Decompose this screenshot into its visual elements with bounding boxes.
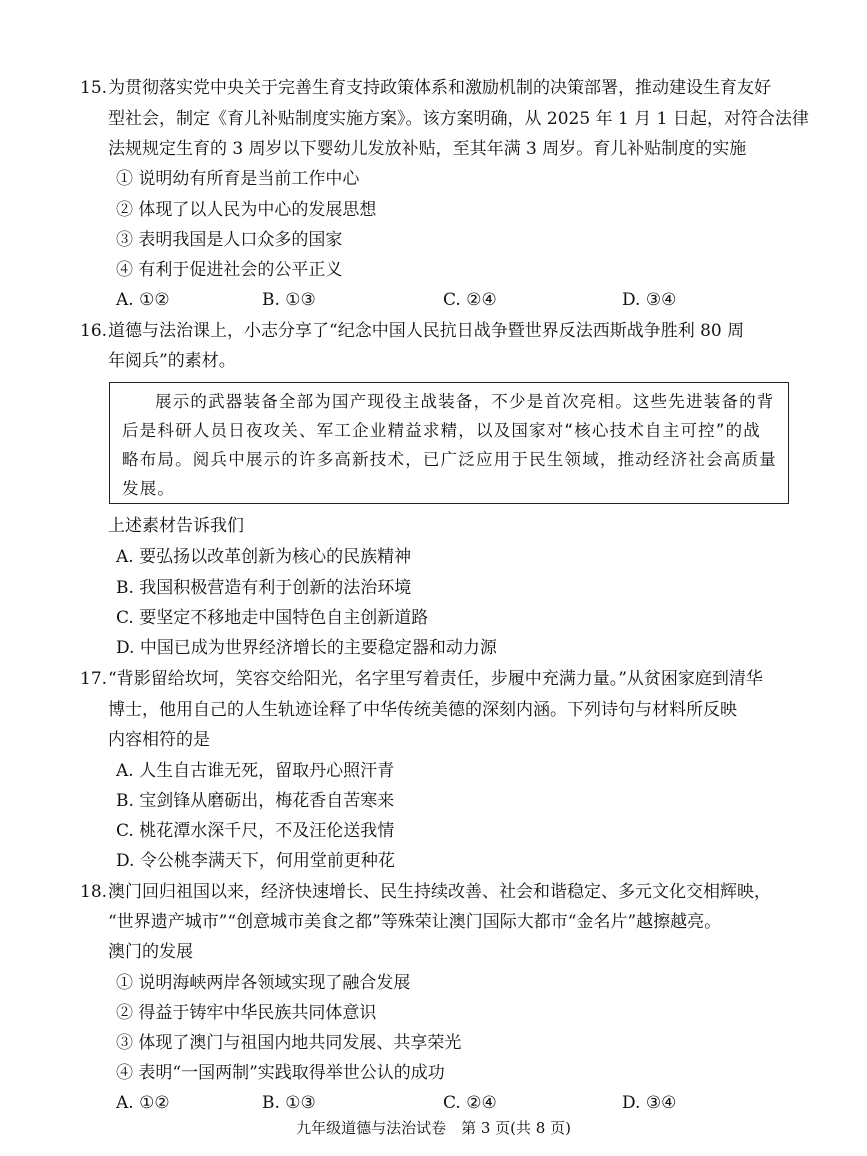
question-stem-line: 型社会，制定《育儿补贴制度实施方案》。该方案明确，从 2025 年 1 月 1 日起，对符合法律 — [108, 108, 809, 129]
question-stem-line: 澳门的发展 — [108, 942, 193, 962]
choice-c: C. ②④ — [443, 290, 497, 310]
option-c: C. 要坚定不移地走中国特色自主创新道路 — [116, 608, 429, 628]
choice-c: C. ②④ — [443, 1093, 497, 1113]
question-number: 18. — [80, 882, 108, 902]
question-stem-line: 澳门回归祖国以来，经济快速增长、民生持续改善、社会和谐稳定、多元文化交相辉映， — [108, 882, 771, 902]
question-stem-line: 为贯彻落实党中央关于完善生育支持政策体系和激励机制的决策部署，推动建设生育友好 — [108, 78, 771, 98]
question-stem-line: 道德与法治课上，小志分享了“纪念中国人民抗日战争暨世界反法西斯战争胜利 80 周 — [108, 321, 745, 341]
question-stem-line: 法规规定生育的 3 周岁以下婴幼儿发放补贴，至其年满 3 周岁。育儿补贴制度的实施 — [108, 139, 747, 159]
option-a: A. 人生自古谁无死，留取丹心照汗青 — [116, 761, 395, 781]
question-stem-line: 内容相符的是 — [108, 730, 210, 750]
statement-item: ① 说明海峡两岸各领域实现了融合发展 — [116, 973, 411, 993]
option-b: B. 我国积极营造有利于创新的法治环境 — [116, 578, 412, 598]
choice-d: D. ③④ — [622, 290, 677, 310]
material-box — [109, 382, 789, 504]
statement-item: ② 得益于铸牢中华民族共同体意识 — [116, 1003, 377, 1023]
option-c: C. 桃花潭水深千尺，不及汪伦送我情 — [116, 821, 395, 841]
statement-item: ① 说明幼有所育是当前工作中心 — [116, 169, 360, 189]
statement-item: ② 体现了以人民为中心的发展思想 — [116, 199, 377, 220]
page-footer: 九年级道德与法治试卷 第 3 页(共 8 页) — [296, 1119, 571, 1137]
question-number: 15. — [80, 78, 108, 98]
question-stem-line: “世界遗产城市”“创意城市美食之都”等殊荣让澳门国际大都市“金名片”越擦越亮。 — [108, 912, 722, 932]
question-stem-line: 年阅兵”的素材。 — [108, 351, 236, 371]
question-stem-line: 博士，他用自己的人生轨迹诠释了中华传统美德的深刻内涵。下列诗句与材料所反映 — [108, 700, 737, 720]
statement-item: ④ 有利于促进社会的公平正义 — [116, 260, 343, 280]
choice-b: B. ①③ — [262, 290, 316, 310]
question-number: 17. — [80, 669, 108, 689]
statement-item: ③ 表明我国是人口众多的国家 — [116, 230, 343, 250]
statement-item: ③ 体现了澳门与祖国内地共同发展、共享荣光 — [116, 1033, 462, 1053]
option-b: B. 宝剑锋从磨砺出，梅花香自苦寒来 — [116, 791, 395, 811]
option-d: D. 令公桃李满天下，何用堂前更种花 — [116, 851, 395, 871]
option-a: A. 要弘扬以改革创新为核心的民族精神 — [116, 547, 412, 567]
choice-a: A. ①② — [116, 290, 170, 310]
material-text: 展示的武器装备全部为国产现役主战装备，不少是首次亮相。这些先进装备的背后是科研人员日夜攻关、军工企业精益求精，以及国家对“核心技术自主可控”的战略布局。阅兵中展示的许多高新技术，已广泛应用于民生领域，推动经济社会高质量发展。 — [122, 392, 777, 498]
choice-a: A. ①② — [116, 1093, 170, 1113]
question-stem-line: “背影留给坎坷，笑容交给阳光，名字里写着责任，步履中充满力量。”从贫困家庭到清华 — [108, 669, 763, 689]
option-d: D. 中国已成为世界经济增长的主要稳定器和动力源 — [116, 638, 497, 658]
statement-item: ④ 表明“一国两制”实践取得举世公认的成功 — [116, 1063, 445, 1083]
question-number: 16. — [80, 321, 108, 341]
choice-d: D. ③④ — [622, 1093, 677, 1113]
question-prompt: 上述素材告诉我们 — [108, 516, 244, 536]
choice-b: B. ①③ — [262, 1093, 316, 1113]
